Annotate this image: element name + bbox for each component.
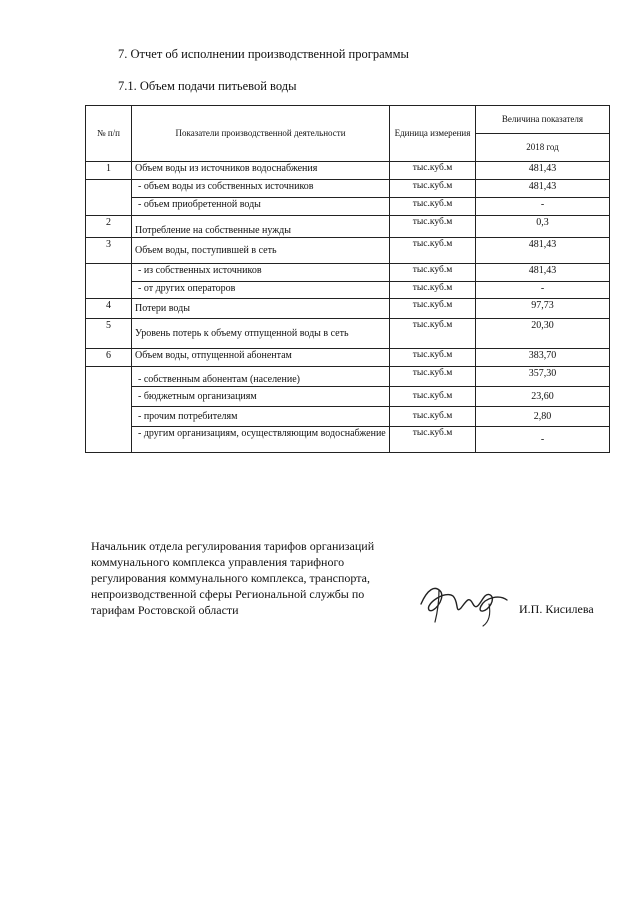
section-title: 7. Отчет об исполнении производственной программы	[118, 47, 409, 61]
row-unit: тыс.куб.м	[390, 367, 476, 387]
table-row	[86, 180, 610, 198]
row-value: 2,80	[476, 407, 610, 427]
row-num: 5	[86, 319, 132, 349]
row-num-merged	[86, 264, 132, 299]
row-unit: тыс.куб.м	[390, 216, 476, 238]
row-value: 23,60	[476, 387, 610, 407]
row-value: 20,30	[476, 319, 610, 349]
row-name: Потери воды	[132, 299, 390, 319]
row-num: 2	[86, 216, 132, 238]
row-value: 357,30	[476, 367, 610, 387]
row-unit: тыс.куб.м	[390, 387, 476, 407]
table-row	[86, 282, 610, 299]
table-row	[86, 238, 610, 264]
table-row	[86, 407, 610, 427]
table-row	[86, 198, 610, 216]
table-row	[86, 264, 610, 282]
header-value-group: Величина показателя	[476, 106, 610, 134]
table-row	[86, 427, 610, 453]
header-year: 2018 год	[476, 134, 610, 162]
header-num: № п/п	[86, 106, 132, 162]
row-unit: тыс.куб.м	[390, 319, 476, 349]
row-num: 3	[86, 238, 132, 264]
table-row	[86, 367, 610, 387]
row-value: 0,3	[476, 216, 610, 238]
row-value: 383,70	[476, 349, 610, 367]
row-name: - прочим потребителям	[132, 407, 390, 427]
signatory-position: Начальник отдела регулирования тарифов организаций коммунального комплекса управления тарифного регулирования коммунального комплекса, транспорта, непроизводственной сферы Региональной службы по тарифам Ростовской области	[91, 539, 375, 617]
row-name: Объем воды, отпущенной абонентам	[132, 349, 390, 367]
row-name: - от других операторов	[132, 282, 390, 299]
header-indicator: Показатели производственной деятельности	[132, 106, 390, 162]
row-num: 4	[86, 299, 132, 319]
table-row	[86, 319, 610, 349]
row-unit: тыс.куб.м	[390, 198, 476, 216]
row-unit: тыс.куб.м	[390, 180, 476, 198]
row-value: 481,43	[476, 264, 610, 282]
row-name: - из собственных источников	[132, 264, 390, 282]
row-name: - собственным абонентам (население)	[132, 367, 390, 387]
table-row	[86, 216, 610, 238]
row-value: -	[476, 427, 610, 453]
row-name: Объем воды, поступившей в сеть	[132, 238, 390, 264]
row-value: 481,43	[476, 238, 610, 264]
table-row	[86, 162, 610, 180]
signer-name: И.П. Кисилева	[519, 602, 594, 616]
row-num-merged	[86, 180, 132, 216]
row-name: - объем воды из собственных источников	[132, 180, 390, 198]
row-unit: тыс.куб.м	[390, 282, 476, 299]
row-unit: тыс.куб.м	[390, 427, 476, 453]
row-value: 481,43	[476, 162, 610, 180]
row-name: Объем воды из источников водоснабжения	[132, 162, 390, 180]
table-row	[86, 349, 610, 367]
row-value: 481,43	[476, 180, 610, 198]
row-num: 6	[86, 349, 132, 367]
row-num: 1	[86, 162, 132, 180]
row-unit: тыс.куб.м	[390, 349, 476, 367]
row-value: 97,73	[476, 299, 610, 319]
row-name: - бюджетным организациям	[132, 387, 390, 407]
row-value: -	[476, 198, 610, 216]
row-name: Потребление на собственные нужды	[132, 216, 390, 238]
water-supply-table	[85, 105, 610, 453]
row-unit: тыс.куб.м	[390, 299, 476, 319]
handwritten-signature	[415, 570, 515, 630]
row-name: - другим организациям, осуществляющим водоснабжение	[132, 427, 390, 453]
table-row	[86, 299, 610, 319]
row-unit: тыс.куб.м	[390, 238, 476, 264]
row-name: - объем приобретенной воды	[132, 198, 390, 216]
row-name: Уровень потерь к объему отпущенной воды в сеть	[132, 319, 390, 349]
row-num-merged	[86, 367, 132, 453]
row-unit: тыс.куб.м	[390, 162, 476, 180]
row-value: -	[476, 282, 610, 299]
subsection-title: 7.1. Объем подачи питьевой воды	[118, 79, 297, 93]
row-unit: тыс.куб.м	[390, 407, 476, 427]
row-unit: тыс.куб.м	[390, 264, 476, 282]
table-row	[86, 387, 610, 407]
header-unit: Единица измерения	[390, 106, 476, 162]
